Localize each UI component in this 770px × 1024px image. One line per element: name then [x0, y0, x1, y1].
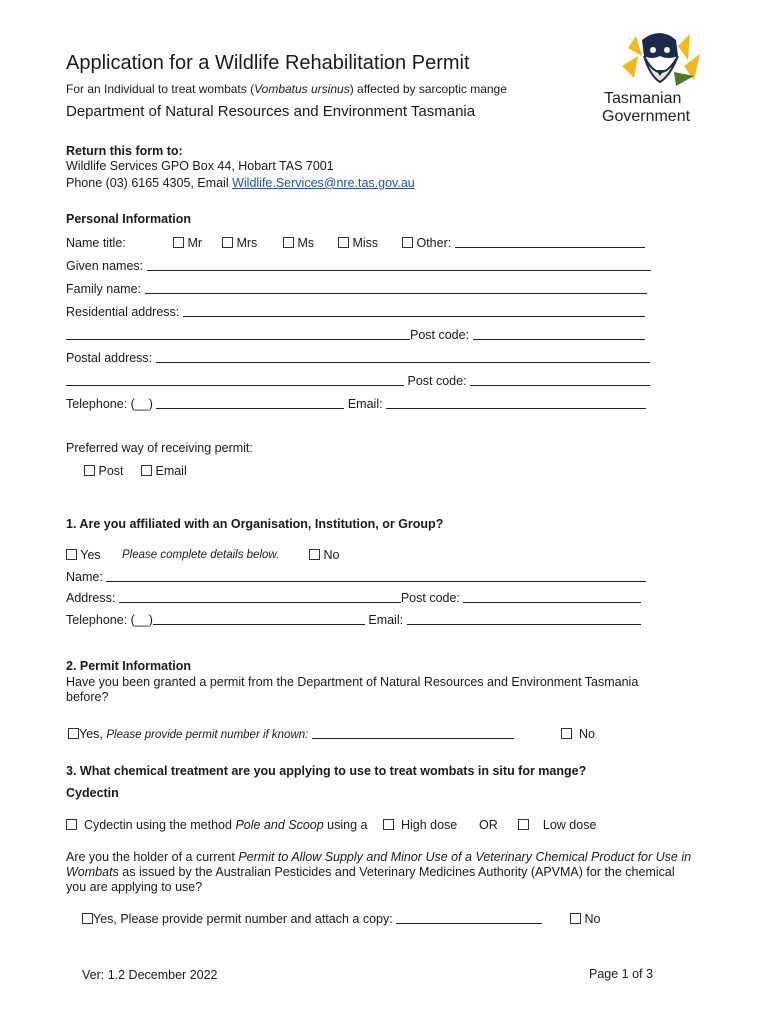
postal-address-row2 [66, 374, 650, 388]
return-address: Wildlife Services GPO Box 44, Hobart TAS 7001 [66, 159, 334, 173]
q2-no-label: No [578, 727, 595, 741]
preferred-post-label: Post [98, 464, 124, 478]
page-of: of [628, 967, 646, 981]
title-ms-option[interactable] [283, 236, 314, 250]
given-names-field[interactable] [147, 259, 651, 271]
q3-holder-permit-name-end: Wombats [66, 865, 119, 879]
footer-version: Ver: 1.2 December 2022 [82, 968, 218, 982]
residential-address-row2 [66, 328, 645, 342]
telephone-field[interactable] [156, 397, 344, 409]
residential-address-label: Residential address: [66, 305, 180, 319]
q3-holder-text-2: as issued by the Australian Pesticides and Veterinary Medicines Authority (APVMA) for the chemical [118, 865, 675, 879]
q2-yes-label: Yes, [79, 727, 103, 741]
q3-holder-line3: you are applying to use? [66, 880, 203, 894]
return-phone: Phone (03) 6165 4305, Email [66, 176, 233, 190]
preferred-post-option[interactable] [84, 464, 124, 478]
title-mrs-checkbox[interactable] [222, 237, 233, 248]
residential-address-field-2[interactable] [66, 328, 410, 340]
subtitle-text-end: ) affected by sarcoptic mange [349, 82, 507, 96]
q3-yes-label: Yes, Please provide permit number and attach a copy: [93, 912, 393, 926]
residential-postcode-label: Post code: [410, 328, 470, 342]
title-mr-option[interactable] [173, 236, 202, 250]
family-name-row [66, 282, 647, 296]
title-other-label: Other: [416, 236, 452, 250]
logo-text-line2: Government [602, 108, 691, 125]
q1-no-checkbox[interactable] [309, 549, 320, 560]
department-name: Department of Natural Resources and Environment Tasmania [66, 103, 476, 120]
page-total: 3 [646, 967, 653, 981]
q1-telephone-row [66, 613, 641, 627]
email-label: Email: [347, 397, 383, 411]
telephone-row [66, 397, 646, 411]
q2-yes-checkbox[interactable] [68, 728, 79, 739]
return-contact [66, 176, 415, 190]
page-title: Application for a Wildlife Rehabilitation Permit [66, 52, 470, 74]
q3-holder-line1 [66, 850, 691, 864]
q1-name-field[interactable] [106, 570, 646, 582]
title-mrs-label: Mrs [236, 236, 258, 250]
title-miss-label: Miss [352, 236, 379, 250]
postal-address-field[interactable] [156, 351, 650, 363]
q3-subheading: Cydectin [66, 786, 119, 800]
preferred-label: Preferred way of receiving permit: [66, 441, 253, 455]
postal-postcode-field[interactable] [470, 374, 650, 386]
q3-low-dose-checkbox[interactable] [518, 819, 529, 830]
q3-permit-number-field[interactable] [396, 912, 542, 924]
preferred-email-checkbox[interactable] [141, 465, 152, 476]
postal-postcode-label: Post code: [407, 374, 467, 388]
subtitle-text: For an Individual to treat wombats ( [66, 82, 255, 96]
residential-address-field[interactable] [183, 305, 645, 317]
q1-postcode-field[interactable] [463, 591, 641, 603]
title-mr-label: Mr [187, 236, 203, 250]
q3-option-text: Cydectin using the method [83, 818, 236, 832]
q2-no-option[interactable] [561, 727, 595, 741]
return-email-link[interactable]: Wildlife.Services@nre.tas.gov.au [232, 176, 415, 190]
q3-option-method: Pole and Scoop [235, 818, 324, 832]
footer-page-number [589, 967, 653, 981]
q1-telephone-label: Telephone: (__) [66, 613, 153, 627]
title-other-checkbox[interactable] [402, 237, 413, 248]
q3-yes-checkbox[interactable] [82, 913, 93, 924]
postal-address-row [66, 351, 650, 365]
title-other-option[interactable] [402, 236, 645, 250]
q3-heading: 3. What chemical treatment are you applying to use to treat wombats in situ for mange? [66, 764, 587, 778]
q1-postcode-label: Post code: [400, 591, 460, 605]
q3-high-dose-option[interactable] [383, 818, 457, 832]
return-heading: Return this form to: [66, 144, 183, 158]
title-miss-checkbox[interactable] [338, 237, 349, 248]
q3-high-dose-label: High dose [400, 818, 458, 832]
tasmanian-government-logo [598, 26, 718, 126]
q2-yes-option[interactable] [68, 727, 514, 741]
q1-no-option[interactable] [309, 548, 339, 562]
q2-question-line2: before? [66, 690, 109, 704]
logo-text-line1: Tasmanian [604, 90, 682, 107]
q3-holder-permit-name: Permit to Allow Supply and Minor Use of a Veterinary Chemical Product for Use in [238, 850, 692, 864]
given-names-label: Given names: [66, 259, 144, 273]
q2-yes-note: Please provide permit number if known: [106, 729, 309, 741]
q1-address-row [66, 591, 641, 605]
postal-address-field-2[interactable] [66, 374, 404, 386]
q2-question-line1: Have you been granted a permit from the Department of Natural Resources and Environment Tasmania [66, 675, 639, 689]
q3-option-text-end: using a [323, 818, 368, 832]
title-mrs-option[interactable] [222, 236, 257, 250]
title-mr-checkbox[interactable] [173, 237, 184, 248]
q3-no-checkbox[interactable] [570, 913, 581, 924]
q1-email-label: Email: [368, 613, 404, 627]
q3-no-option[interactable] [570, 912, 600, 926]
personal-heading: Personal Information [66, 212, 192, 226]
page-label: Page [589, 967, 622, 981]
q1-email-field[interactable] [407, 613, 641, 625]
title-other-field[interactable] [455, 236, 645, 248]
q3-cydectin-checkbox[interactable] [66, 819, 77, 830]
q1-yes-option[interactable] [66, 548, 101, 562]
q3-high-dose-checkbox[interactable] [383, 819, 394, 830]
q1-heading: 1. Are you affiliated with an Organisation, Institution, or Group? [66, 517, 444, 531]
residential-address-row [66, 305, 645, 319]
q3-cydectin-option[interactable] [66, 818, 367, 832]
q1-telephone-field[interactable] [153, 613, 365, 625]
subtitle-species: Vombatus ursinus [254, 82, 350, 96]
name-title-label: Name title: [66, 236, 126, 250]
family-name-field[interactable] [145, 282, 647, 294]
preferred-email-label: Email [155, 464, 187, 478]
q1-no-label: No [323, 548, 340, 562]
q2-permit-number-field[interactable] [312, 727, 514, 739]
email-field[interactable] [386, 397, 646, 409]
q3-holder-text: Are you the holder of a current [66, 850, 239, 864]
title-ms-label: Ms [297, 236, 315, 250]
tasmanian-tiger-icon [598, 26, 718, 96]
q1-yes-label: Yes [80, 548, 101, 562]
q1-address-field[interactable] [119, 591, 401, 603]
q1-yes-checkbox[interactable] [66, 549, 77, 560]
given-names-row [66, 259, 651, 273]
telephone-label: Telephone: (__) [66, 397, 153, 411]
q3-low-dose-option[interactable] [518, 818, 596, 832]
title-miss-option[interactable] [338, 236, 378, 250]
q1-name-label: Name: [66, 570, 103, 584]
q1-yes-note: Please complete details below. [122, 549, 280, 561]
q2-heading: 2. Permit Information [66, 659, 192, 673]
q3-low-dose-label: Low dose [542, 818, 597, 832]
q1-address-label: Address: [66, 591, 116, 605]
q3-yes-option[interactable] [82, 912, 542, 926]
family-name-label: Family name: [66, 282, 142, 296]
q3-no-label: No [584, 912, 601, 926]
residential-postcode-field[interactable] [473, 328, 645, 340]
q3-holder-line2 [66, 865, 675, 879]
q2-no-checkbox[interactable] [561, 728, 572, 739]
postal-address-label: Postal address: [66, 351, 153, 365]
preferred-email-option[interactable] [141, 464, 187, 478]
title-ms-checkbox[interactable] [283, 237, 294, 248]
q1-name-row [66, 570, 646, 584]
page-current: 1 [621, 967, 629, 981]
page-subtitle [66, 82, 507, 96]
q3-or-label: OR [479, 818, 498, 832]
preferred-post-checkbox[interactable] [84, 465, 95, 476]
